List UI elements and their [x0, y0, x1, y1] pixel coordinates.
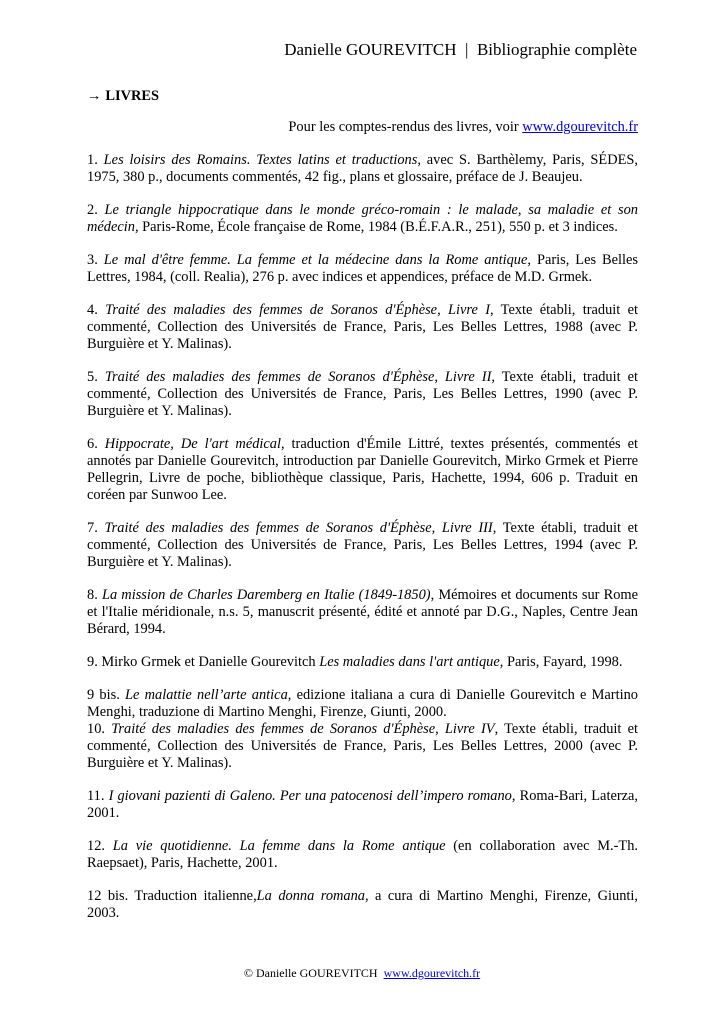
- entry-details: , Paris, Les Belles Lettres, 1984, (coll. Realia), 276 p. avec indices et appendices, préface de M.D. Grmek.: [87, 252, 638, 285]
- entry-number: 9. Mirko Grmek et Danielle Gourevitch: [87, 654, 320, 670]
- header-author: Danielle GOUREVITCH: [284, 40, 457, 59]
- entry-number: 5.: [87, 369, 105, 385]
- entry-details: , Mémoires et documents sur Rome et l'Italie méridionale, n.s. 5, manuscrit présenté, édité et annoté par D.G., Naples, Centre Jean Bérard, 1994.: [87, 587, 638, 637]
- entry-number: 1.: [87, 152, 104, 168]
- list-item: [87, 252, 638, 286]
- footer-link[interactable]: www.dgourevitch.fr: [383, 966, 481, 980]
- entry-title: Les maladies dans l'art antique: [319, 654, 500, 670]
- entry-details: (en collaboration avec M.-Th. Raepsaet), Paris, Hachette, 2001.: [87, 838, 638, 871]
- list-item: [87, 369, 638, 420]
- entry-details: , Roma-Bari, Laterza, 2001.: [87, 788, 638, 821]
- list-item: [87, 888, 638, 922]
- footer-copyright: © Danielle GOUREVITCH: [243, 966, 378, 980]
- entry-details: , traduction d'Émile Littré, textes présentés, commentés et annotés par Danielle Gourevitch, introduction par Danielle Gourevitch, Mirko Grmek et Pierre Pellegrin, Livre de poche, bibliothèque classique, Paris, Hachette, 1994, 606 p. Traduit en coréen par Sunwoo Lee.: [87, 436, 639, 503]
- entry-number: 8.: [87, 587, 102, 603]
- entry-title: La mission de Charles Daremberg en Italie (1849-1850): [101, 587, 431, 603]
- bibliography-list: [87, 152, 638, 938]
- list-item: [87, 788, 638, 822]
- entry-number: 10.: [87, 721, 112, 737]
- entry-title: Traité des maladies des femmes de Soranos d'Éphèse, Livre III: [104, 520, 493, 536]
- list-item: [87, 721, 638, 772]
- list-item: [87, 587, 638, 638]
- entry-number: 12 bis. Traduction italienne,: [87, 888, 257, 904]
- entry-details: , Texte établi, traduit et commenté, Collection des Universités de France, Paris, Les Belles Lettres, 1994 (avec P. Burguière et Y. Malinas).: [87, 520, 638, 570]
- page-header: [0, 39, 637, 61]
- entry-details: , Texte établi, traduit et commenté, Collection des Universités de France, Paris, Les Belles Lettres, 1990 (avec P. Burguière et Y. Malinas).: [87, 369, 639, 419]
- entry-number: 3.: [87, 252, 104, 268]
- entry-title: La vie quotidienne. La femme dans la Rome antique: [112, 838, 446, 854]
- reviews-link[interactable]: www.dgourevitch.fr: [522, 119, 638, 135]
- list-item: [87, 838, 638, 872]
- entry-title: Traité des maladies des femmes de Soranos d'Éphèse, Livre I: [105, 302, 490, 318]
- entry-details: , Texte établi, traduit et commenté, Collection des Universités de France, Paris, Les Belles Lettres, 2000 (avec P. Burguière et Y. Malinas).: [87, 721, 638, 771]
- entry-title: Le triangle hippocratique dans le monde gréco-romain : le malade, sa maladie et son médecin: [87, 202, 638, 235]
- entry-title: Le malattie nell’arte antica: [125, 687, 288, 703]
- entry-title: Le mal d'être femme. La femme et la médecine dans la Rome antique: [103, 252, 528, 268]
- list-item: [87, 152, 638, 186]
- header-separator: |: [465, 40, 469, 59]
- entry-number: 12.: [87, 838, 113, 854]
- list-item: [87, 302, 638, 353]
- list-item: [87, 436, 638, 504]
- entry-details: , Paris, Fayard, 1998.: [499, 654, 623, 670]
- entry-title: Traité des maladies des femmes de Soranos d'Éphèse, Livre II: [104, 369, 492, 385]
- entry-details: , edizione italiana a cura di Danielle Gourevitch e Martino Menghi, traduzione di Martino Menghi, Firenze, Giunti, 2000.: [87, 687, 638, 720]
- header-title: Bibliographie complète: [476, 40, 637, 59]
- entry-number: 11.: [87, 788, 109, 804]
- entry-title: Les loisirs des Romains. Textes latins et traductions: [103, 152, 418, 168]
- entry-details: , avec S. Barthèlemy, Paris, SÉDES, 1975, 380 p., documents commentés, 42 fig., plans et glossaire, préface de J. Beaujeu.: [87, 152, 639, 185]
- entry-title: Hippocrate, De l'art médical: [104, 436, 281, 452]
- list-item: [87, 520, 638, 571]
- entry-number: 6.: [87, 436, 105, 452]
- page-footer: [0, 966, 724, 981]
- entry-details: , Paris-Rome, École française de Rome, 1984 (B.É.F.A.R., 251), 550 p. et 3 indices.: [134, 219, 618, 235]
- list-item: [87, 687, 638, 721]
- reviews-note-text: Pour les comptes-rendus des livres, voir: [288, 119, 523, 135]
- list-item: [87, 202, 638, 236]
- entry-number: 4.: [87, 302, 106, 318]
- entry-title: La donna romana: [256, 888, 365, 904]
- section-title: LIVRES: [105, 88, 159, 104]
- list-item: [87, 654, 638, 671]
- entry-title: Traité des maladies des femmes de Soranos d'Éphèse, Livre IV: [111, 721, 495, 737]
- entry-title: I giovani pazienti di Galeno. Per una patocenosi dell’impero romano: [108, 788, 512, 804]
- section-heading: [87, 87, 159, 105]
- right-arrow-icon: →: [87, 88, 102, 104]
- entry-number: 2.: [87, 202, 105, 218]
- reviews-note: [87, 119, 638, 136]
- entry-number: 7.: [87, 520, 105, 536]
- entry-number: 9 bis.: [87, 687, 126, 703]
- entry-details: , Texte établi, traduit et commenté, Collection des Universités de France, Paris, Les Belles Lettres, 1988 (avec P. Burguière et Y. Malinas).: [87, 302, 639, 352]
- entry-details: , a cura di Martino Menghi, Firenze, Giunti, 2003.: [87, 888, 638, 921]
